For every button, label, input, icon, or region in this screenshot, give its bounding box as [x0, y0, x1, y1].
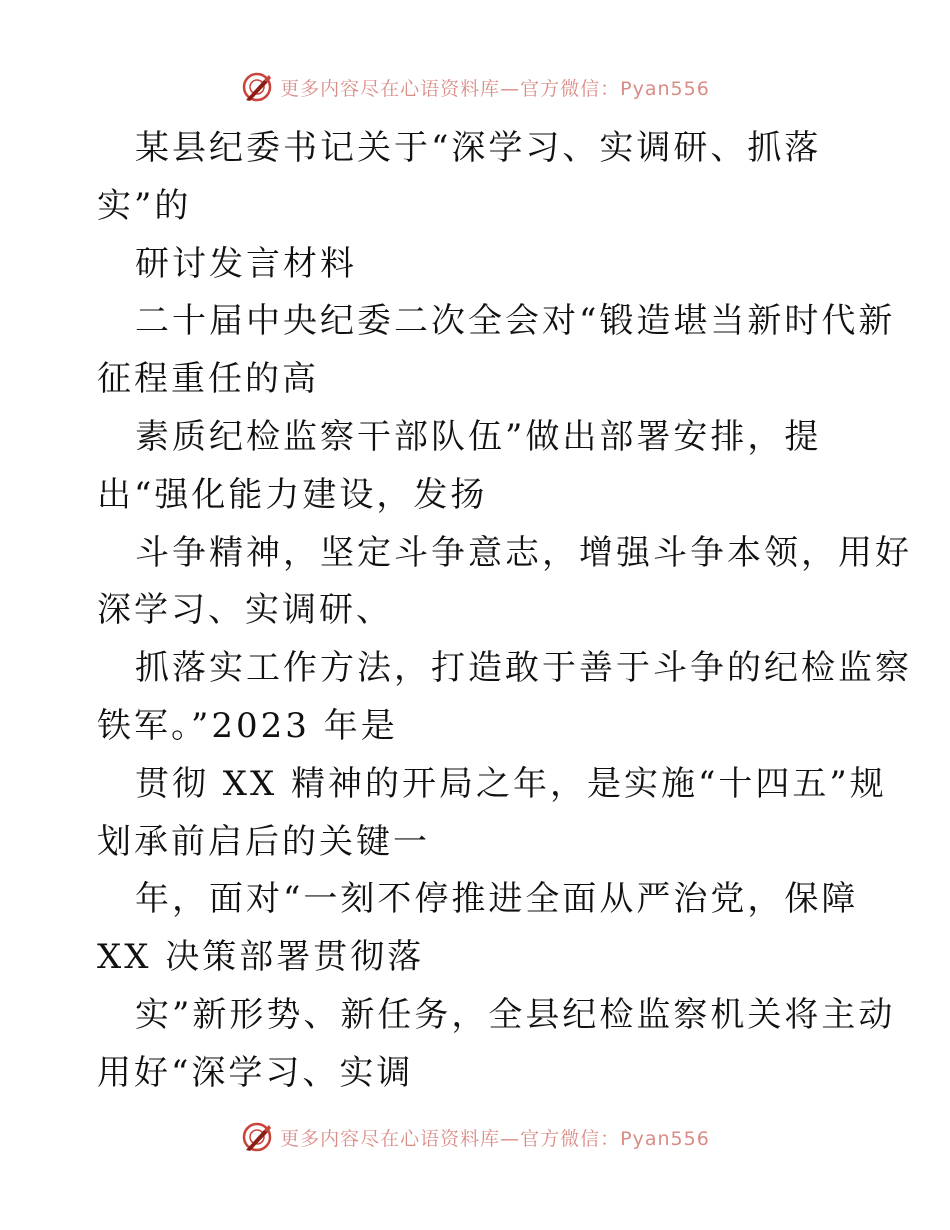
watermark-text: 更多内容尽在心语资料库—官方微信：Pyan556 — [280, 77, 710, 100]
text-line: 划承前启后的关键一 — [97, 821, 430, 862]
text-line: 铁军。”2023 年是 — [97, 705, 398, 746]
header-watermark — [0, 70, 950, 110]
footer-watermark — [0, 1120, 950, 1160]
text-line: 二十届中央纪委二次全会对“锻造堪当新时代新 — [135, 301, 896, 342]
pen-logo-icon — [240, 70, 274, 104]
text-line: 素质纪检监察干部队伍”做出部署安排，提 — [135, 416, 822, 457]
text-line: XX 决策部署贯彻落 — [97, 937, 425, 978]
text-line: 出“强化能力建设，发扬 — [97, 474, 488, 515]
text-line: 征程重任的高 — [97, 359, 319, 400]
text-line: 某县纪委书记关于“深学习、实调研、抓落 — [135, 128, 822, 168]
pen-logo-icon — [240, 1120, 274, 1154]
text-line: 年，面对“一刻不停推进全面从严治党，保障 — [135, 879, 859, 920]
text-line: 深学习、实调研、 — [97, 590, 393, 631]
text-line: 斗争精神，坚定斗争意志，增强斗争本领，用好 — [135, 532, 912, 573]
text-line: 抓落实工作方法，打造敢于善于斗争的纪检监察 — [135, 648, 912, 689]
text-line: 实”新形势、新任务，全县纪检监察机关将主动 — [135, 994, 896, 1035]
document-body — [97, 120, 912, 1103]
text-line: 用好“深学习、实调 — [97, 1052, 414, 1093]
text-line: 研讨发言材料 — [135, 243, 357, 284]
watermark-text: 更多内容尽在心语资料库—官方微信：Pyan556 — [280, 1127, 710, 1150]
text-line: 实”的 — [97, 185, 192, 226]
text-line: 贯彻 XX 精神的开局之年，是实施“十四五”规 — [135, 763, 887, 804]
